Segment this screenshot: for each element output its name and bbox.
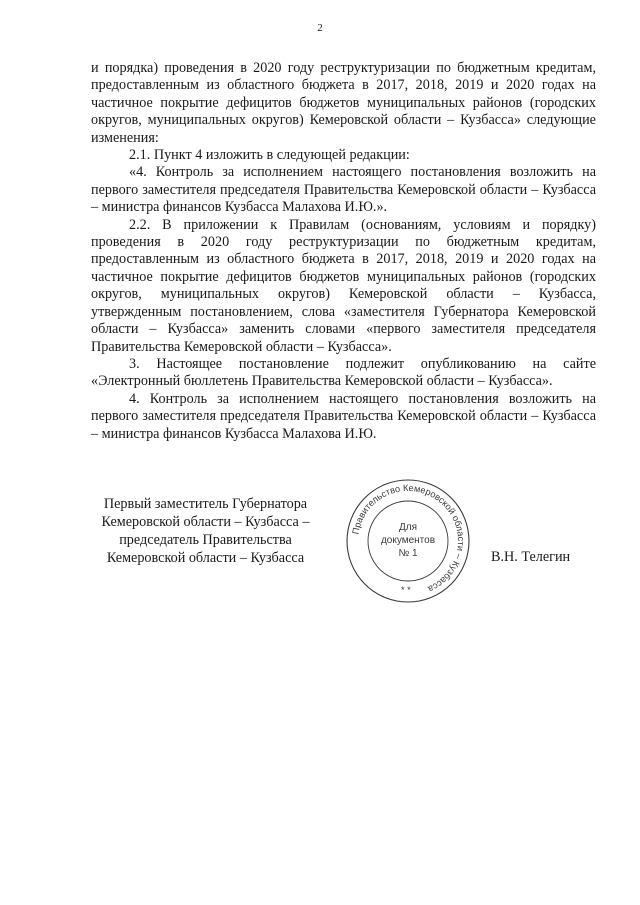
seal-center-line: Для [398,522,418,533]
paragraph-continuation: и порядка) проведения в 2020 году реструктуризации по бюджетным кредитам, предоставленным из областного бюджета в 2017, 2018, 2019 и 2020 годах на частичное покрытие дефицитов бюджетов муниципальных районов (городских округов, муниципальных округов) Кемеровской области – Кузбасса» следующие изменения: [91,60,596,146]
paragraph-3: 3. Настоящее постановление подлежит опубликованию на сайте «Электронный бюллетень Правительства Кемеровской области – Кузбасса». [91,355,596,390]
seal-graphic [343,476,473,606]
page-number: 2 [317,22,323,34]
seal-star-icon: * * [401,585,411,595]
signatory-position [88,495,323,567]
signatory-position-line: Первый заместитель Губернатора [103,496,308,512]
official-seal-stamp [343,476,473,606]
signatory-position-line: председатель Правительства [119,532,292,548]
paragraph-quoted-clause-4: «4. Контроль за исполнением настоящего постановления возложить на первого заместителя председателя Правительства Кемеровской области – Кузбасса – министра финансов Кузбасса Малахова И.Ю.». [91,164,596,216]
paragraph-2-1: 2.1. Пункт 4 изложить в следующей редакции: [129,147,410,164]
signatory-position-line: Кемеровской области – Кузбасса [106,550,305,566]
signatory-position-line: Кемеровской области – Кузбасса – [101,514,310,530]
paragraph-4: 4. Контроль за исполнением настоящего постановления возложить на первого заместителя председателя Правительства Кемеровской области – Кузбасса – министра финансов Кузбасса Малахова И.Ю. [91,390,596,442]
signer-name: В.Н. Телегин [491,549,571,565]
paragraph-2-2: 2.2. В приложении к Правилам (основаниям, условиям и порядку) проведения в 2020 году реструктуризации по бюджетным кредитам, предоставленным из областного бюджета в 2017, 2018, 2019 и 2020 годах на частичное покрытие дефицитов бюджетов муниципальных районов (городских округов, муниципальных округов) Кемеровской области – Кузбасса, утвержденным постановлением, слова «заместителя Губернатора Кемеровской области – Кузбасса» заменить словами «первого заместителя председателя Правительства Кемеровской области – Кузбасса». [91,216,596,355]
document-body [91,60,596,443]
seal-ring-text-path: Правительство Кемеровской области – Кузбасса [350,482,467,595]
seal-center-line: документов [380,535,436,546]
seal-center-line: № 1 [398,548,418,559]
